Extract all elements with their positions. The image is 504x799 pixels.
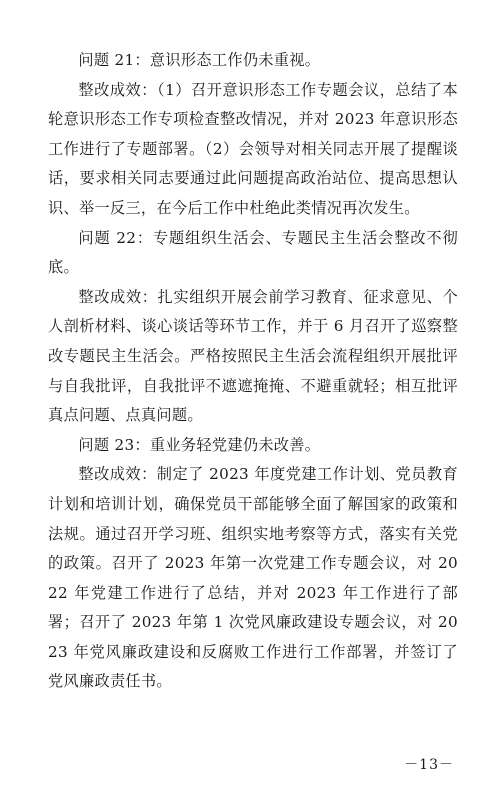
issue-23-result: 整改成效：制定了 2023 年度党建工作计划、党员教育计划和培训计划，确保党员干部能够全面了解国家的政策和法规。通过召开学习班、组织实地考察等方式，落实有关党的政策。召开了 2023 年第一次党建工作专题会议，对 2022 年党建工作进行了总结，并对 2023 年工作进行了部署；召开了 2023 年第 1 次党风廉政建设专题会议，对 2023 年党风廉政建设和反腐败工作进行工作部署，并签订了党风廉政责任书。 <box>48 465 458 691</box>
issue-22-heading: 问题 22：专题组织生活会、专题民主生活会整改不彻底。 <box>48 228 458 277</box>
issue-22-result: 整改成效：扎实组织开展会前学习教育、征求意见、个人剖析材料、谈心谈话等环节工作，并于 6 月召开了巡察整改专题民主生活会。严格按照民主生活会流程组织开展批评与自我批评，自我批评不遮遮掩掩、不避重就轻；相互批评真点问题、点真问题。 <box>48 287 458 425</box>
issue-23-heading: 问题 23：重业务轻党建仍未改善。 <box>78 435 321 454</box>
document-body <box>48 46 458 697</box>
issue-21-result: 整改成效：（1）召开意识形态工作专题会议，总结了本轮意识形态工作专项检查整改情况，并对 2023 年意识形态工作进行了专题部署。（2）会领导对相关同志开展了提醒谈话，要求相关同志要通过此问题提高政治站位、提高思想认识、举一反三，在今后工作中杜绝此类情况再次发生。 <box>48 80 458 217</box>
issue-21-heading: 问题 21：意识形态工作仍未重视。 <box>78 51 321 69</box>
page-number: －13－ <box>404 757 454 773</box>
